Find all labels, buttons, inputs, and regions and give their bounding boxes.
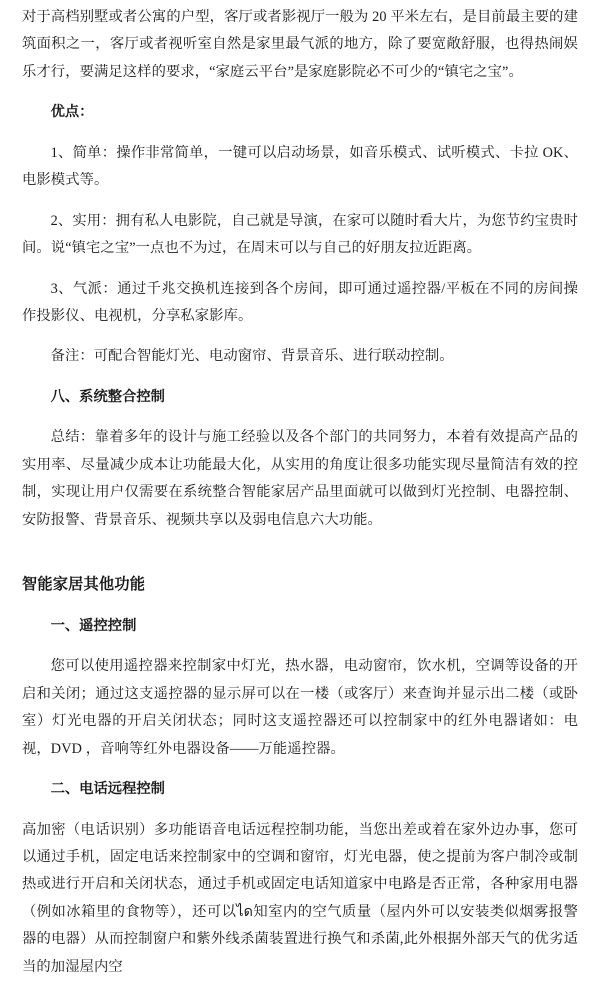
heading-phone-remote-control: 二、电话远程控制 xyxy=(50,781,165,798)
section-spacer xyxy=(22,547,578,553)
heading-remote-control: 一、遥控控制 xyxy=(50,617,137,634)
paragraph-advantage-practical: 2、实用：拥有私人电影院，自己就是导演，在家可以随时看大片，为您节约宝贵时间。说“镇宅之宝”一点也不为过，在周末可以与自己的好朋友拉近距离。 xyxy=(22,212,578,257)
paragraph-advantage-style: 3、气派：通过千兆交换机连接到各个房间，即可通过遥控器/平板在不同的房间操作投影仪、电视机，分享私家影库。 xyxy=(22,280,578,324)
paragraph-intro: 对于高档别墅或者公寓的户型，客厅或者影视厅一般为 20 平米左右，是目前最主要的建筑面积之一，客厅或者视听室自然是家里最气派的地方，除了要宽敞舒服，也得热闹娱乐才行，要满足这样的要求，“家庭云平台”是家庭影院必不可少的“镇宅之宝”。 xyxy=(22,9,578,80)
heading-section-eight: 八、系统整合控制 xyxy=(50,388,165,405)
paragraph-note: 备注：可配合智能灯光、电动窗帘、背景音乐、进行联动控制。 xyxy=(50,348,454,365)
paragraph-summary: 总结：靠着多年的设计与施工经验以及各个部门的共同努力，本着有效提高产品的实用率、尽量减少成本让功能最大化，从实用的角度让很多功能实现尽量简洁有效的控制，实现让用户仅需要在系统整合智能家居产品里面就可以做到灯光控制、电器控制、安防报警、背景音乐、视频共享以及弱电信息六大功能。 xyxy=(22,429,578,528)
heading-advantages: 优点： xyxy=(50,104,94,121)
paragraph-phone-remote-control: 高加密（电话识别）多功能语音电话远程控制功能，当您出差或着在家外边办事，您可以通过手机，固定电话来控制家中的空调和窗帘，灯光电器，使之提前为客户制冷或制热或进行开启和关闭状态，通过手机或固定电话知道家中电路是否正常，各种家用电器（例如冰箱里的食物等），还可以ได知室内的空气质量（屋内外可以安装类似烟雾报警器的电器）从而控制窗户和紫外线杀菌装置进行换气和杀菌,此外根据外部天气的优劣适当的加湿屋内空 xyxy=(22,821,578,975)
paragraph-remote-control: 您可以使用遥控器来控制家中灯光，热水器，电动窗帘，饮水机，空调等设备的开启和关闭；通过这支遥控器的显示屏可以在一楼（或客厅）来查询并显示出二楼（或卧室）灯光电器的开启关闭状态；同时这支遥控器还可以控制家中的红外电器诸如：电视，DVD ，音响等红外电器设备——万能遥控器。 xyxy=(22,658,578,757)
heading-other-features: 智能家居其他功能 xyxy=(22,576,146,593)
paragraph-advantage-simple: 1、简单：操作非常简单，一键可以启动场景，如音乐模式、试听模式、卡拉 OK、电影模式等。 xyxy=(22,144,578,189)
